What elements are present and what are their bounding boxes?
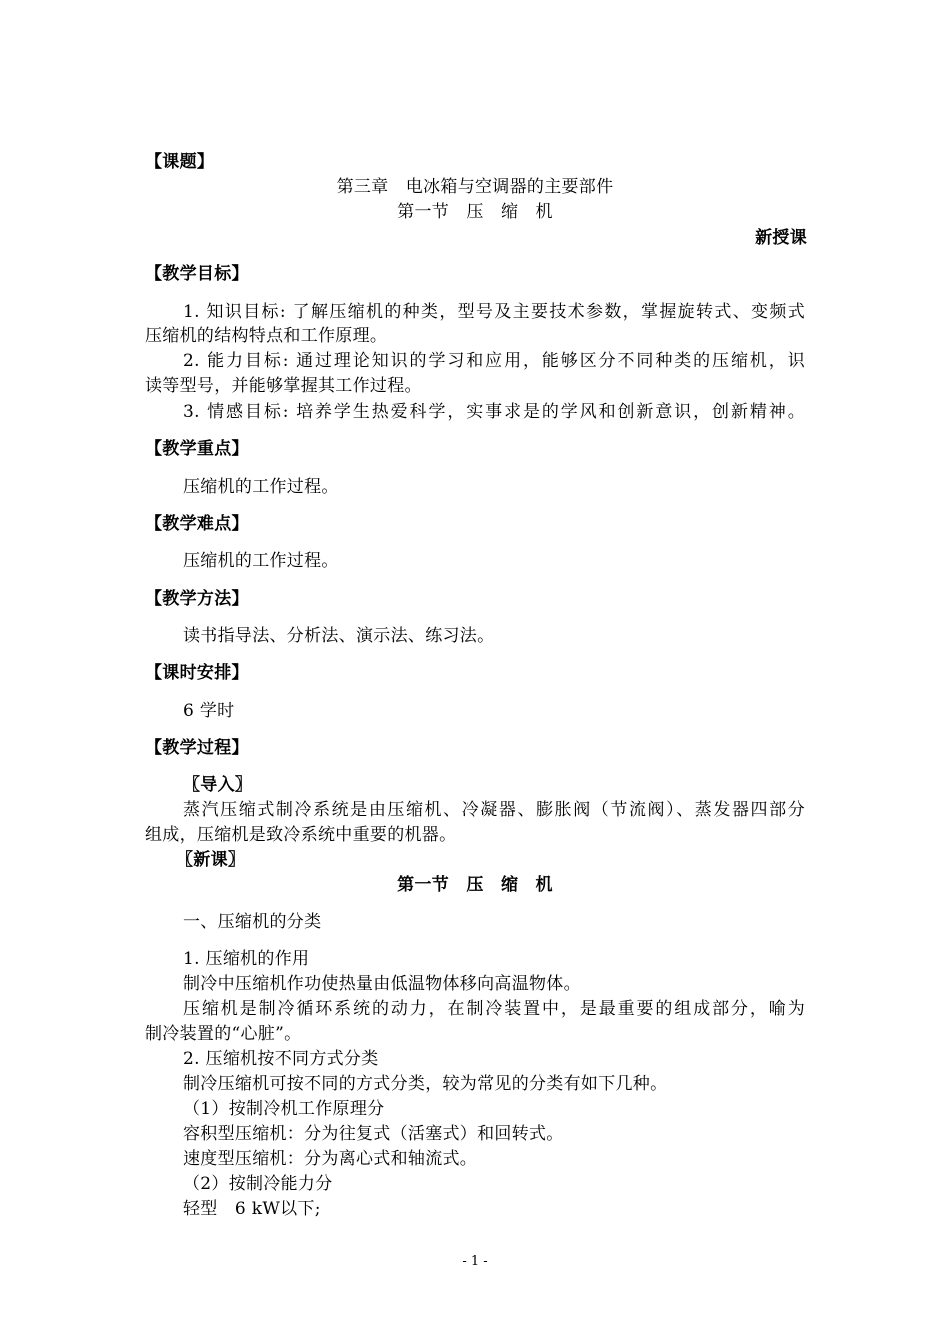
topic-heading: 【课题】 [145,152,215,172]
intro-line-2: 组成，压缩机是致冷系统中重要的机器。 [145,825,457,845]
section-title: 第一节 压 缩 机 [397,202,553,222]
process-heading: 【教学过程】 [145,738,249,758]
capacity-heading: （2）按制冷能力分 [183,1174,333,1194]
principle-heading: （1）按制冷机工作原理分 [183,1099,385,1119]
objectives-heading: 【教学目标】 [145,264,249,284]
function-heading: 1. 压缩机的作用 [183,949,310,969]
classify-heading: 2. 压缩机按不同方式分类 [183,1049,379,1069]
chapter-title: 第三章 电冰箱与空调器的主要部件 [336,177,614,197]
hours-heading: 【课时安排】 [145,663,249,683]
objective-1-line-1: 1. 知识目标: 了解压缩机的种类，型号及主要技术参数，掌握旋转式、变频式 [183,302,805,322]
heart-text-line-1: 压缩机是制冷循环系统的动力，在制冷装置中，是最重要的组成部分，喻为 [183,999,805,1019]
classify-text: 制冷压缩机可按不同的方式分类，较为常见的分类有如下几种。 [183,1074,668,1094]
heart-text-line-2: 制冷装置的“心脏”。 [145,1024,302,1044]
difficulties-heading: 【教学难点】 [145,514,249,534]
classification-heading: 一、压缩机的分类 [183,912,322,932]
positive-displacement-text: 容积型压缩机：分为往复式（活塞式）和回转式。 [183,1124,564,1144]
methods-text: 读书指导法、分析法、演示法、练习法。 [183,626,495,646]
objective-1-line-2: 压缩机的结构特点和工作原理。 [145,326,388,346]
light-type-text: 轻型 6 kW以下; [183,1199,321,1219]
key-points-heading: 【教学重点】 [145,439,249,459]
intro-line-1: 蒸汽压缩式制冷系统是由压缩机、冷凝器、膨胀阀（节流阀）、蒸发器四部分 [183,800,805,820]
objective-2-line-1: 2. 能力目标: 通过理论知识的学习和应用，能够区分不同种类的压缩机，识 [183,351,805,371]
objective-2-line-2: 读等型号，并能够掌握其工作过程。 [145,376,422,396]
function-text: 制冷中压缩机作功使热量由低温物体移向高温物体。 [183,974,581,994]
intro-label: 〖导入〗 [183,775,253,795]
hours-text: 6 学时 [183,701,235,721]
page-number: - 1 - [462,1254,488,1269]
methods-heading: 【教学方法】 [145,589,249,609]
objective-3: 3. 情感目标: 培养学生热爱科学，实事求是的学风和创新意识，创新精神。 [183,402,805,422]
difficulties-text: 压缩机的工作过程。 [183,551,339,571]
lesson-type: 新授课 [755,228,807,248]
key-points-text: 压缩机的工作过程。 [183,477,339,497]
velocity-type-text: 速度型压缩机：分为离心式和轴流式。 [183,1149,478,1169]
new-lesson-label: 〖新课〗 [176,850,246,870]
lesson-section-heading: 第一节 压 缩 机 [397,875,553,895]
